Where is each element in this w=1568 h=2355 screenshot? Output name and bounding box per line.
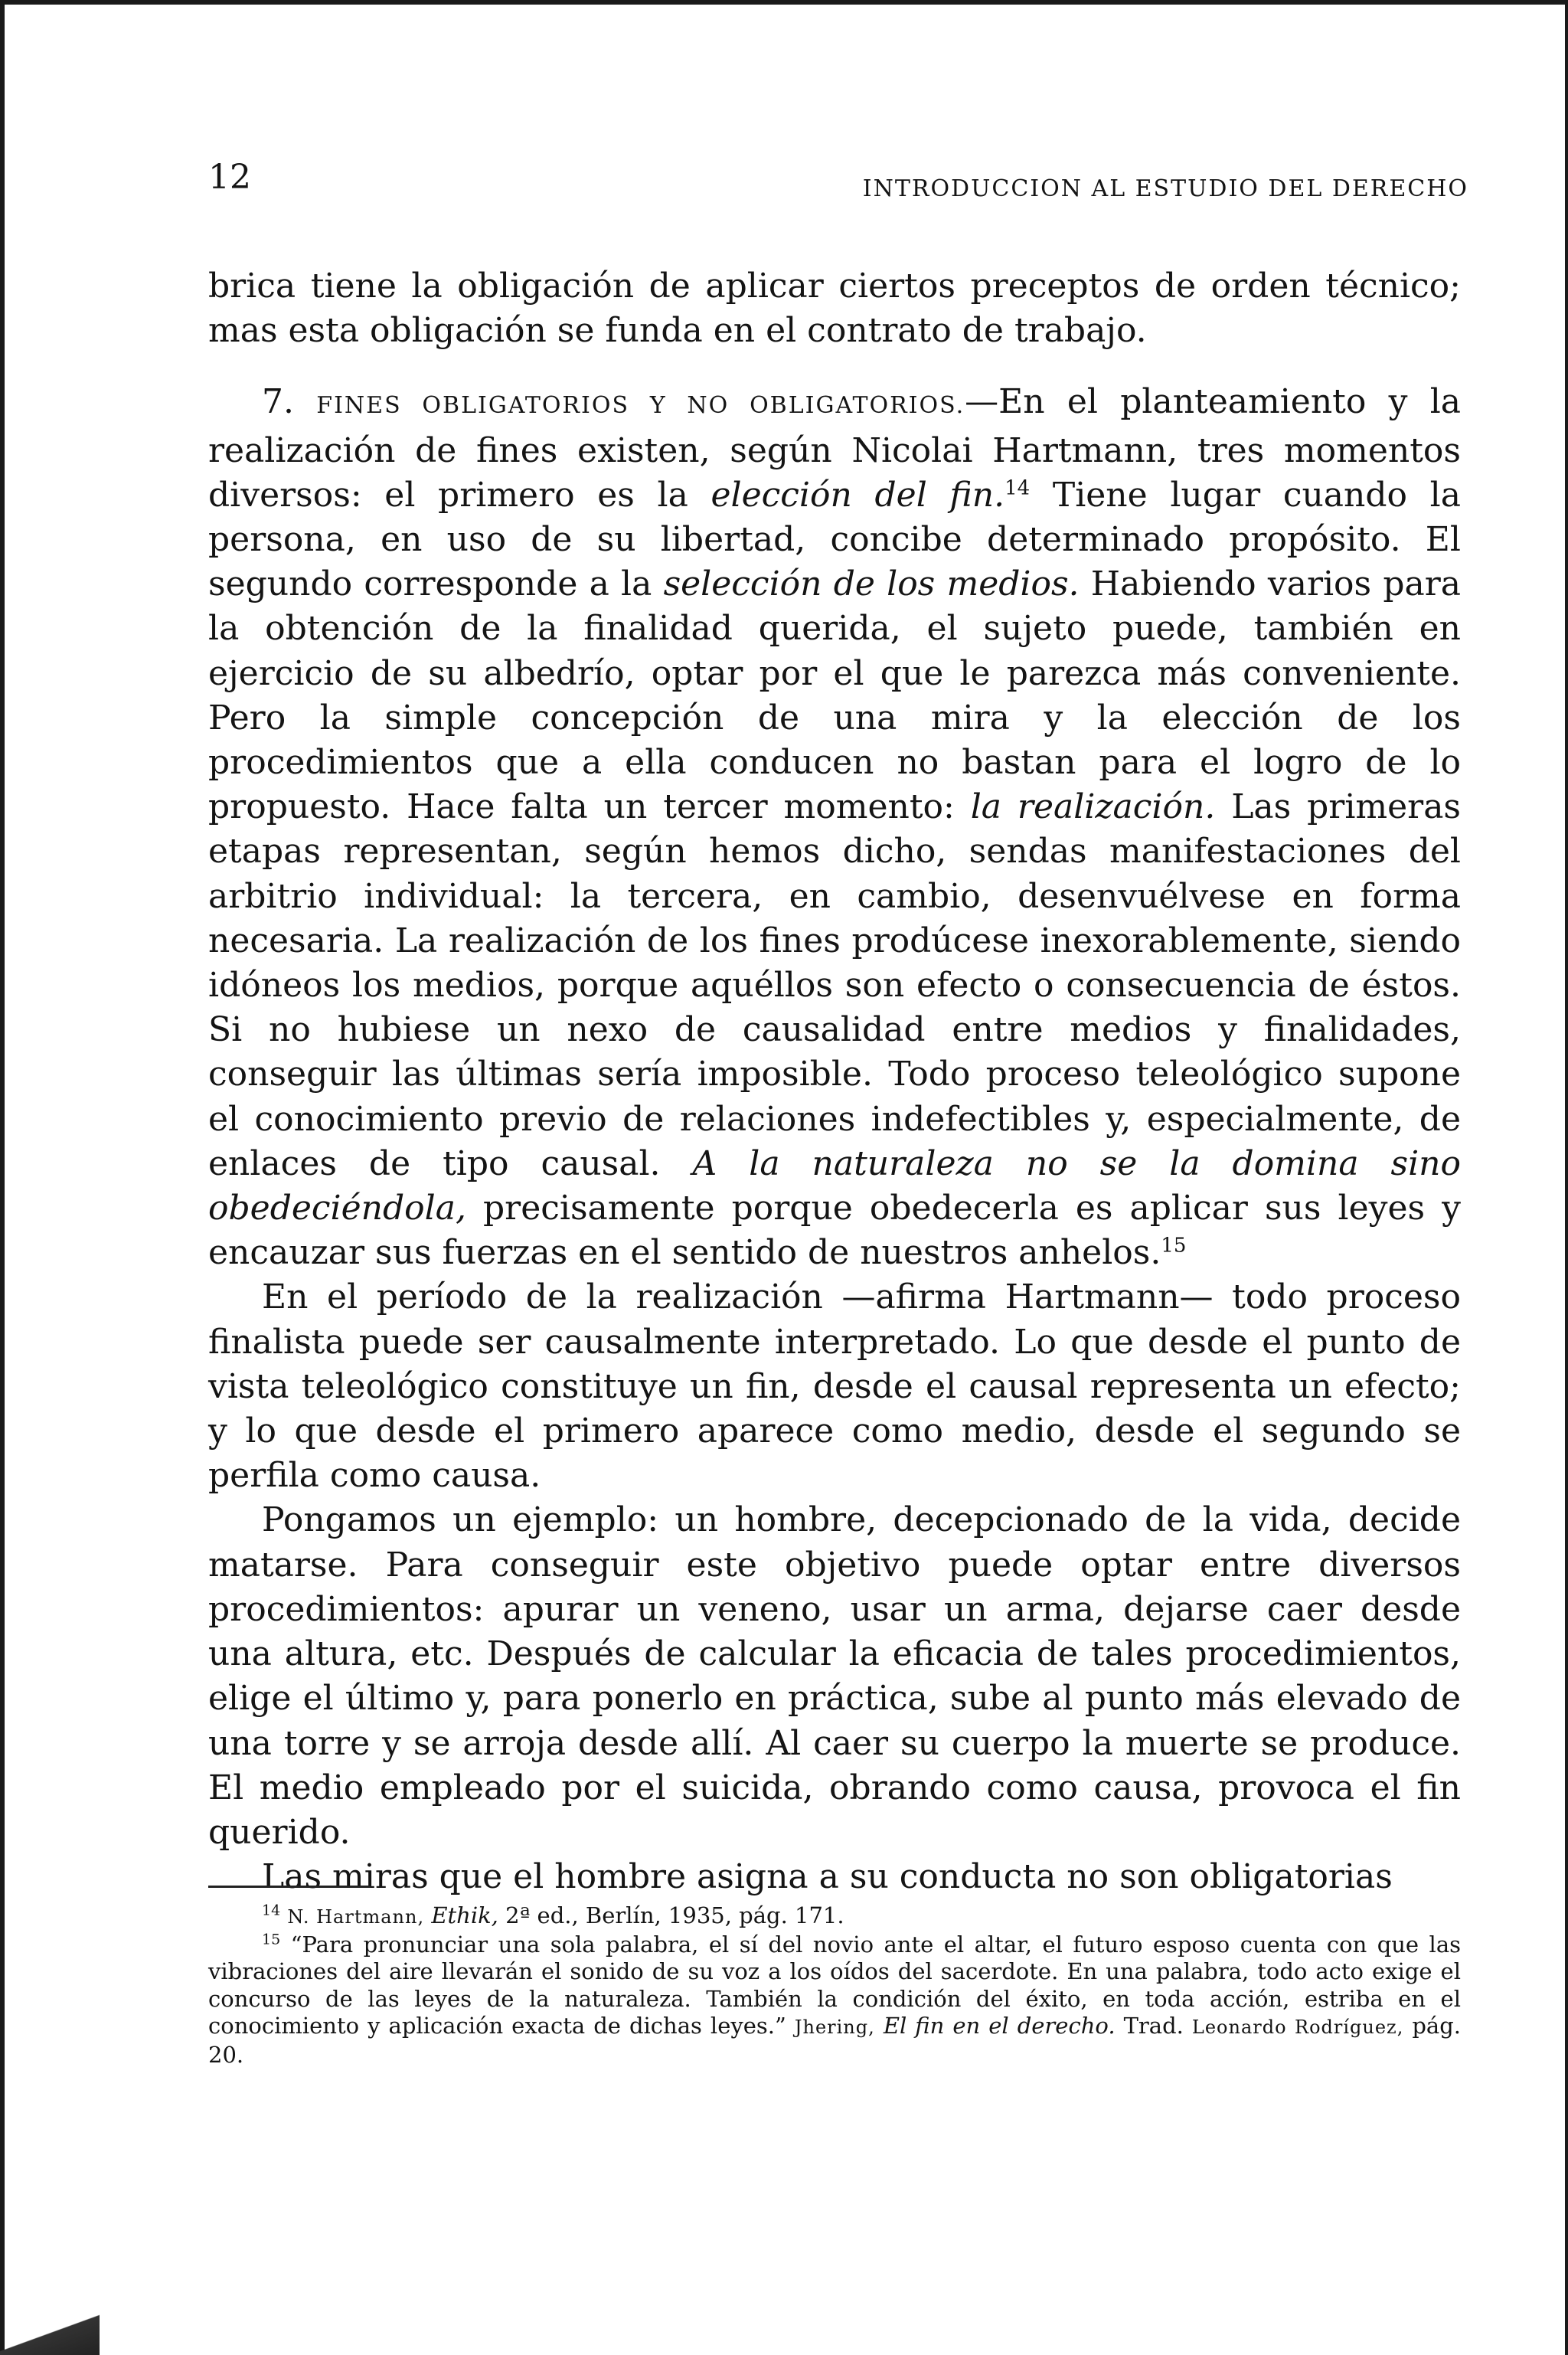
- italic-term: selección de los medios.: [663, 564, 1080, 604]
- paragraph: En el período de la realización —afirma Hartmann— todo proceso finalista puede ser causalmente interpretado. Lo que desde el punto de vista teleológico constituye un fin, desde el causal representa un efecto; y lo que desde el primero aparece como medio, desde el segundo se perfila como causa.: [208, 1277, 1461, 1496]
- footnote-translator: Leonardo Rodríguez,: [1191, 2016, 1404, 2038]
- scan-border-top: [0, 0, 1568, 5]
- footnote-14: $^{14}$ N. Hartmann, Ethik, 2ª ed., Berlín, 1935, pág. 171.: [262, 1902, 844, 1928]
- paragraph: Las miras que el hombre asigna a su conducta no son obligatorias: [262, 1857, 1393, 1897]
- footnote-divider: [208, 1886, 371, 1888]
- italic-term: la realización.: [970, 787, 1216, 827]
- footnote-author: Jhering,: [794, 2016, 875, 2038]
- section-number: 7.: [262, 382, 317, 422]
- italic-term: elección del fin.: [710, 475, 1005, 515]
- footnote-15: $^{15}$ “Para pronunciar una sola palabra, el sí del novio ante el altar, el futuro esposo cuenta con que las vibraciones del aire llevarán el sonido de su voz a los oídos del sacerdote. En una palabra, todo acto exige el concurso de las leyes de la naturaleza. También la condición del éxito, en toda acción, estriba en el conocimiento y aplicación exacta de dichas leyes.” Jhering, El fin en el derecho. Trad. Leonardo Rodríguez, pág. 20.: [208, 1930, 1462, 2068]
- running-title: INTRODUCCION AL ESTUDIO DEL DERECHO: [862, 175, 1468, 202]
- footnote-number: 14: [262, 1902, 281, 1919]
- footnotes: [208, 1902, 1461, 2069]
- italic-quote: A la naturaleza no se la domina sino obedeciéndola,: [208, 1143, 1461, 1228]
- section-heading: FINES OBLIGATORIOS Y NO OBLIGATORIOS.: [316, 392, 965, 420]
- paragraph: Pongamos un ejemplo: un hombre, decepcionado de la vida, decide matarse. Para conseguir este objetivo puede optar entre diversos procedimientos: apurar un veneno, usar un arma, dejarse caer desde una altura, etc. Después de calcular la eficacia de tales procedimientos, elige el último y, para ponerlo en práctica, sube al punto más elevado de una torre y se arroja desde allí. Al caer su cuerpo la muerte se produce. El medio empleado por el suicida, obrando como causa, provoca el fin querido.: [208, 1500, 1461, 1852]
- body-text: [208, 264, 1461, 1899]
- footnote-title: El fin en el derecho.: [883, 2013, 1116, 2039]
- footnote-ref-15: 15: [1161, 1234, 1187, 1258]
- paragraph-continued: brica tiene la obligación de aplicar ciertos preceptos de orden técnico; mas esta obligación se funda en el contrato de trabajo.: [208, 267, 1461, 351]
- footnote-ref-14: 14: [1004, 476, 1031, 500]
- footnote-author: N. Hartmann,: [287, 1906, 425, 1928]
- scan-border-right: [1565, 0, 1568, 2355]
- page-number: 12: [208, 158, 251, 197]
- footnote-title: Ethik,: [431, 1902, 498, 1928]
- scan-corner-shadow: [0, 2301, 100, 2355]
- paragraph-section-7: 7. FINES OBLIGATORIOS Y NO OBLIGATORIOS.—En el planteamiento y la realización de fines existen, según Nicolai Hartmann, tres momentos diversos: el primero es la elección del fin.$^{14}$ Tiene lugar cuando la persona, en uso de su libertad, concibe determinado propósito. El segundo corresponde a la selección de los medios. Habiendo varios para la obtención de la finalidad querida, el sujeto puede, también en ejercicio de su albedrío, optar por el que le parezca más conveniente. Pero la simple concepción de una mira y la elección de los procedimientos que a ella conducen no bastan para el logro de lo propuesto. Hace falta un tercer momento: la realización. Las primeras etapas representan, según hemos dicho, sendas manifestaciones del arbitrio individual: la tercera, en cambio, desenvuélvese en forma necesaria. La realización de los fines prodúcese inexorablemente, siendo idóneos los medios, porque aquéllos son efecto o consecuencia de éstos. Si no hubiese un nexo de causalidad entre medios y finalidades, conseguir las últimas sería imposible. Todo proceso teleológico supone el conocimiento previo de relaciones indefectibles y, especialmente, de enlaces de tipo causal. A la naturaleza no se la domina sino obedeciéndola, precisamente porque obedecerla es aplicar sus leyes y encauzar sus fuerzas en el sentido de nuestros anhelos.$^{15}$: [208, 382, 1462, 1273]
- footnote-number: 15: [262, 1930, 281, 1948]
- scan-border-left: [0, 0, 5, 2355]
